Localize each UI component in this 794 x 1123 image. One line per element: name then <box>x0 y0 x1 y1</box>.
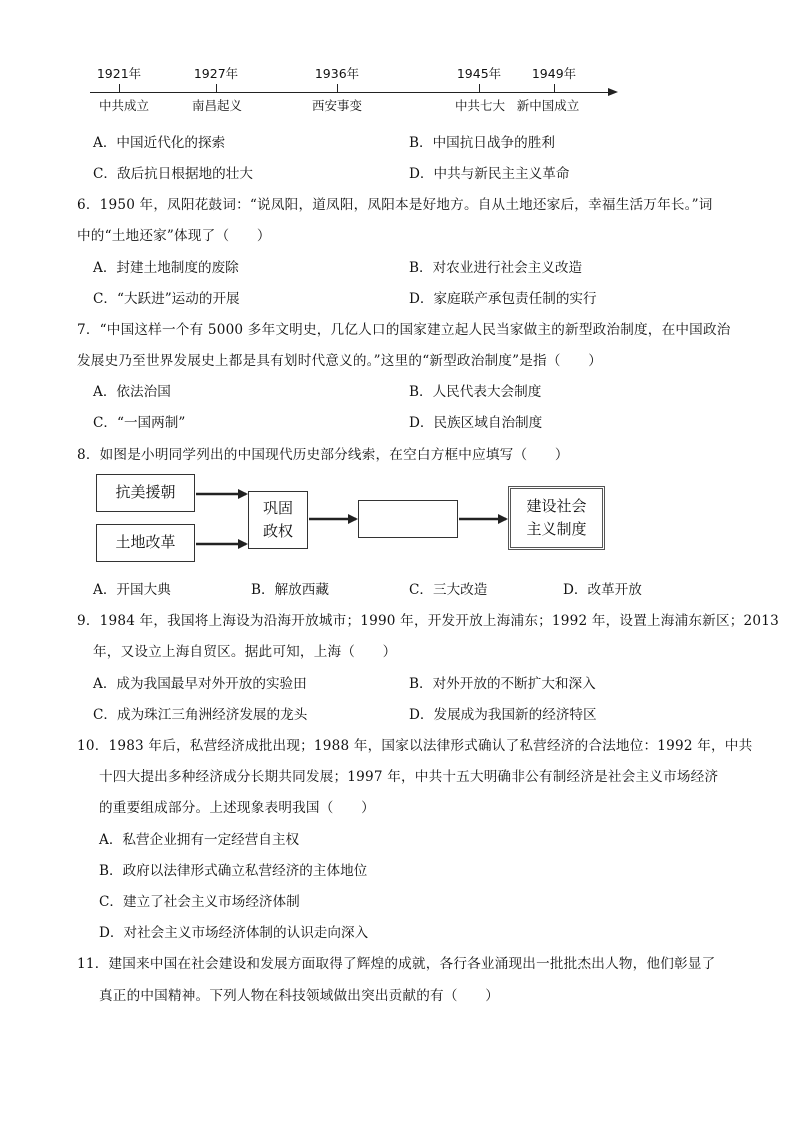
q7-option-b[interactable]: B．人民代表大会制度 <box>409 384 542 400</box>
q6-option-d[interactable]: D．家庭联产承包责任制的实行 <box>409 291 597 307</box>
q5-option-b[interactable]: B．中国抗日战争的胜利 <box>409 135 555 151</box>
q6-stem-line: 中的“土地还家”体现了（ ） <box>77 228 271 244</box>
timeline-tick <box>337 84 338 92</box>
q9-stem-line: 年，又设立上海自贸区。据此可知，上海（ ） <box>93 644 397 660</box>
q10-option-b[interactable]: B．政府以法律形式确立私营经济的主体地位 <box>99 863 368 879</box>
q7-option-d[interactable]: D．民族区域自治制度 <box>409 415 543 431</box>
timeline-year: 1936年 <box>314 66 360 81</box>
timeline-event: 南昌起义 <box>191 98 243 113</box>
timeline-event: 中共七大 <box>454 98 506 113</box>
timeline-diagram <box>90 60 630 118</box>
timeline-event: 西安事变 <box>311 98 363 113</box>
timeline-tick <box>554 84 555 92</box>
flow-box-label: 土地改革 <box>115 533 176 552</box>
q10-stem-line: 10．1983 年后，私营经济成批出现；1988 年，国家以法律形式确认了私营经济的合法地位：1992 年，中共 <box>77 738 753 754</box>
flow-box-label: 主义制度 <box>526 520 587 538</box>
q8-option-b[interactable]: B．解放西藏 <box>251 582 329 598</box>
flow-box-label: 政权 <box>262 522 293 540</box>
q5-option-d[interactable]: D．中共与新民主主义革命 <box>409 166 570 182</box>
timeline-year: 1949年 <box>531 66 577 81</box>
q11-stem-line: 11．建国来中国在社会建设和发展方面取得了辉煌的成就，各行各业涌现出一批批杰出人物，他们彰显了 <box>77 956 716 972</box>
timeline-event: 中共成立 <box>98 98 150 113</box>
flow-box-label: 巩固 <box>262 498 293 517</box>
timeline-tick <box>119 84 120 92</box>
q6-option-b[interactable]: B．对农业进行社会主义改造 <box>409 260 583 276</box>
timeline-year: 1921年 <box>96 66 142 81</box>
q8-option-a[interactable]: A．开国大典 <box>93 582 171 598</box>
q7-option-c[interactable]: C．“一国两制” <box>93 415 186 431</box>
q6-option-a[interactable]: A．封建土地制度的废除 <box>93 260 239 276</box>
q9-option-c[interactable]: C．成为珠江三角洲经济发展的龙头 <box>93 707 308 723</box>
timeline-year: 1927年 <box>193 66 239 81</box>
timeline-year: 1945年 <box>456 66 502 81</box>
q10-stem-line: 的重要组成部分。上述现象表明我国（ ） <box>99 800 375 816</box>
q8-option-d[interactable]: D．改革开放 <box>563 582 642 598</box>
q10-stem-line: 十四大提出多种经济成分长期共同发展；1997 年，中共十五大明确非公有制经济是社会主义市场经济 <box>99 769 719 785</box>
q7-stem-line: 发展史乃至世界发展史上都是具有划时代意义的。”这里的“新型政治制度”是指（ ） <box>77 353 603 369</box>
timeline-tick <box>479 84 480 92</box>
q9-option-a[interactable]: A．成为我国最早对外开放的实验田 <box>93 676 307 692</box>
q6-option-c[interactable]: C．“大跃进”运动的开展 <box>93 291 240 307</box>
q11-stem-line: 真正的中国精神。下列人物在科技领域做出突出贡献的有（ ） <box>99 988 500 1004</box>
flow-box-label: 抗美援朝 <box>115 483 176 502</box>
q10-option-a[interactable]: A．私营企业拥有一定经营自主权 <box>99 832 300 848</box>
timeline-axis <box>90 92 612 93</box>
history-flow-diagram <box>96 474 616 566</box>
q8-option-c[interactable]: C．三大改造 <box>409 582 488 598</box>
q9-option-b[interactable]: B．对外开放的不断扩大和深入 <box>409 676 596 692</box>
flow-arrows <box>96 474 616 566</box>
q7-option-a[interactable]: A．依法治国 <box>93 384 171 400</box>
timeline-event: 新中国成立 <box>516 98 580 113</box>
flow-box-label: 建设社会 <box>526 496 587 515</box>
q10-option-d[interactable]: D．对社会主义市场经济体制的认识走向深入 <box>99 925 369 941</box>
q8-stem-line: 8．如图是小明同学列出的中国现代历史部分线索，在空白方框中应填写（ ） <box>77 447 569 463</box>
timeline-arrow-icon <box>608 88 618 96</box>
q5-option-c[interactable]: C．敌后抗日根据地的壮大 <box>93 166 253 182</box>
timeline-tick <box>216 84 217 92</box>
q9-option-d[interactable]: D．发展成为我国新的经济特区 <box>409 707 597 723</box>
q10-option-c[interactable]: C．建立了社会主义市场经济体制 <box>99 894 300 910</box>
q9-stem-line: 9．1984 年，我国将上海设为沿海开放城市；1990 年，开发开放上海浦东；1992 年，设置上海浦东新区；2013 <box>77 613 779 629</box>
q5-option-a[interactable]: A．中国近代化的探索 <box>93 135 226 151</box>
q7-stem-line: 7．“中国这样一个有 5000 多年文明史，几亿人口的国家建立起人民当家做主的新型政治制度，在中国政治 <box>77 322 731 338</box>
q6-stem-line: 6．1950 年，凤阳花鼓词：“说凤阳，道凤阳，凤阳本是好地方。自从土地还家后，幸福生活万年长。”词 <box>77 197 713 213</box>
